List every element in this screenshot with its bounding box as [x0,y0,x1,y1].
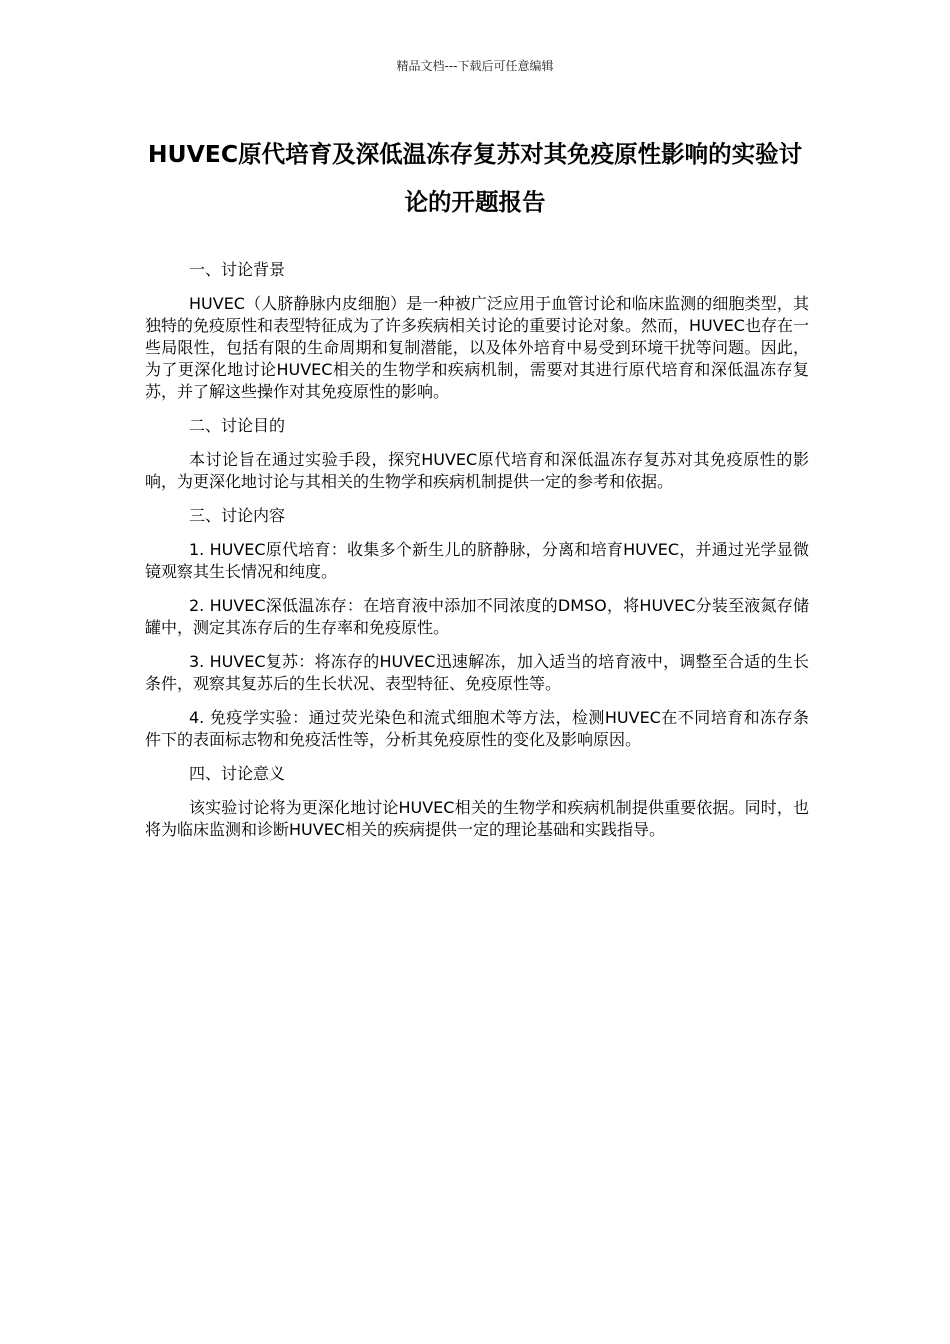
content-item-4: 4. 免疫学实验：通过荧光染色和流式细胞术等方法，检测HUVEC在不同培育和冻存条件下的表面标志物和免疫活性等，分析其免疫原性的变化及影响原因。 [145,708,809,749]
content-item-1: 1. HUVEC原代培育：收集多个新生儿的脐静脉，分离和培育HUVEC，并通过光学显微镜观察其生长情况和纯度。 [145,540,809,581]
content-item-3: 3. HUVEC复苏：将冻存的HUVEC迅速解冻，加入适当的培育液中，调整至合适的生长条件，观察其复苏后的生长状况、表型特征、免疫原性等。 [145,652,809,693]
section-text-background: HUVEC（人脐静脉内皮细胞）是一种被广泛应用于血管讨论和临床监测的细胞类型，其独特的免疫原性和表型特征成为了许多疾病相关讨论的重要讨论对象。然而，HUVEC也存在一些局限性，包括有限的生命周期和复制潜能，以及体外培育中易受到环境干扰等问题。因此，为了更深化地讨论HUVEC相关的生物学和疾病机制，需要对其进行原代培育和深低温冻存复苏，并了解这些操作对其免疫原性的影响。 [145,294,809,401]
document-body [145,259,809,853]
section-text-significance: 该实验讨论将为更深化地讨论HUVEC相关的生物学和疾病机制提供重要依据。同时，也将为临床监测和诊断HUVEC相关的疾病提供一定的理论基础和实践指导。 [145,798,809,839]
section-heading-purpose: 二、讨论目的 [189,416,286,435]
document-title: HUVEC原代培育及深低温冻存复苏对其免疫原性影响的实验讨论的开题报告 [147,140,803,216]
section-text-purpose: 本讨论旨在通过实验手段，探究HUVEC原代培育和深低温冻存复苏对其免疫原性的影响，为更深化地讨论与其相关的生物学和疾病机制提供一定的参考和依据。 [145,450,809,491]
content-item-2: 2. HUVEC深低温冻存：在培育液中添加不同浓度的DMSO，将HUVEC分装至液氮存储罐中，测定其冻存后的生存率和免疫原性。 [145,596,809,637]
header-note: 精品文档---下载后可任意编辑 [396,59,554,73]
section-heading-background: 一、讨论背景 [189,260,286,279]
section-heading-significance: 四、讨论意义 [189,764,286,783]
section-heading-content: 三、讨论内容 [189,506,286,525]
